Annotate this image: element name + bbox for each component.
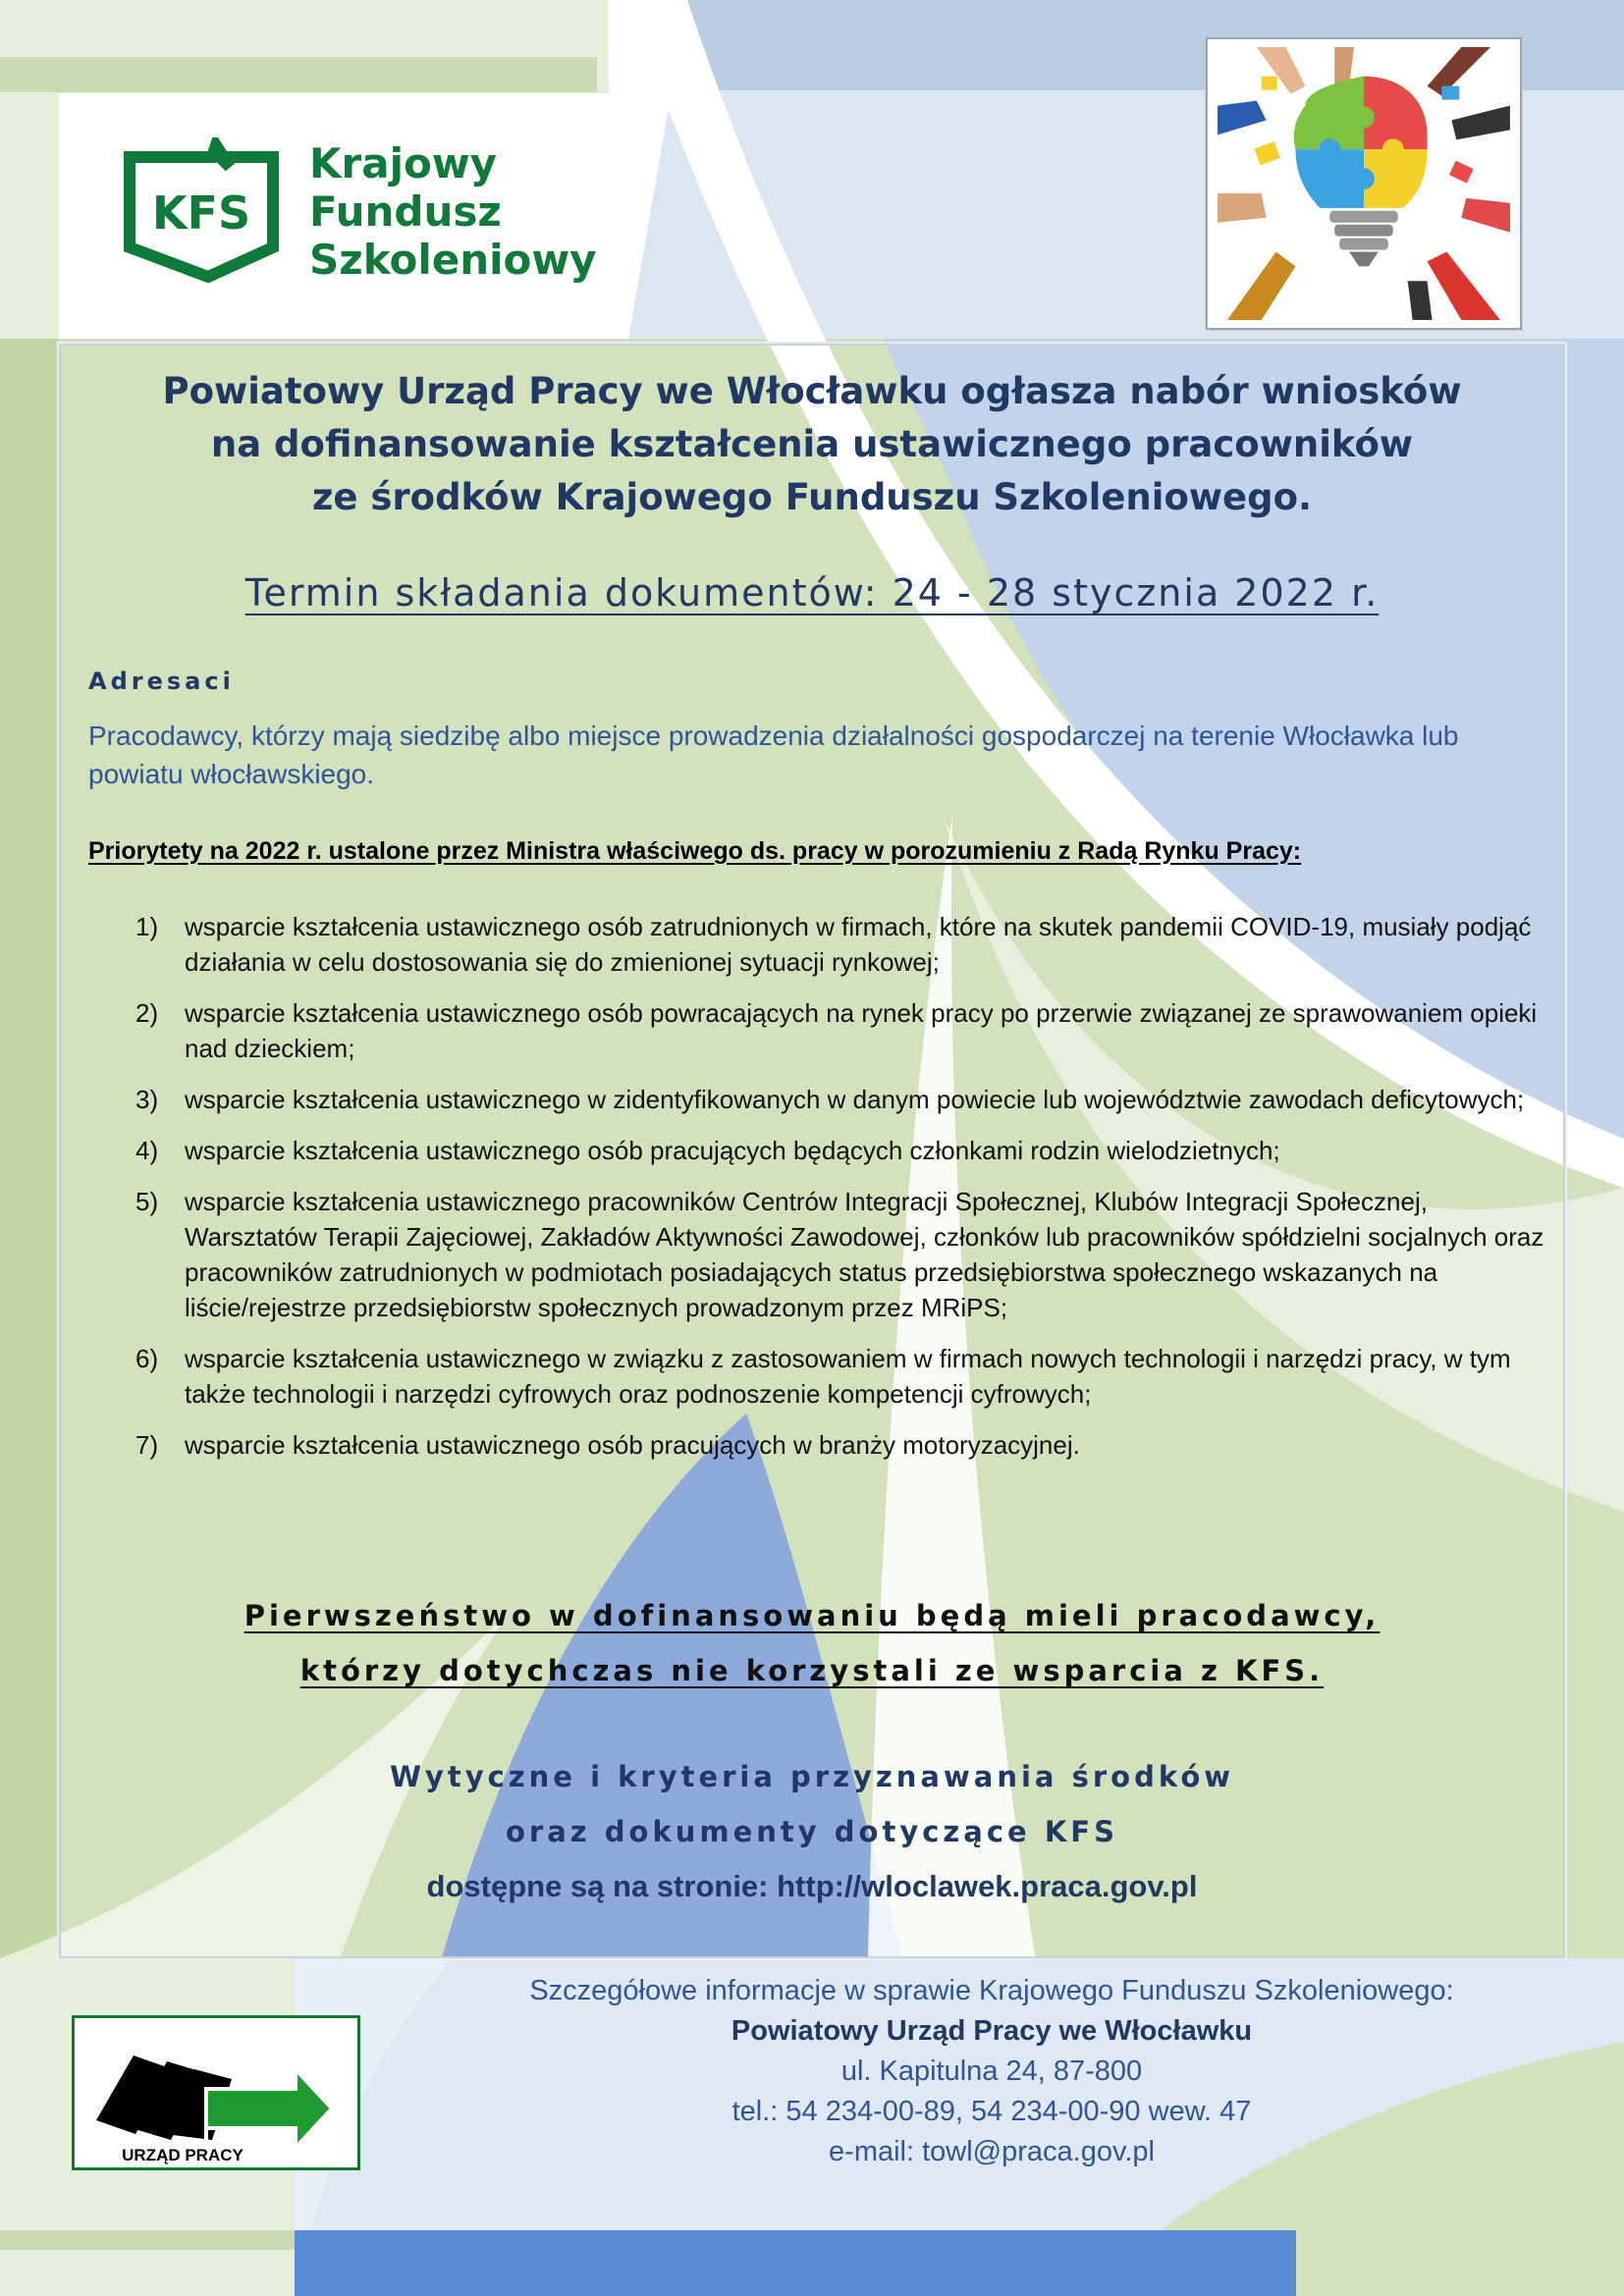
office-name: Powiatowy Urząd Pracy we Włocławku [731,2015,1253,2047]
submission-deadline: Termin składania dokumentów: 24 - 28 stycznia 2022 r. [244,571,1380,614]
list-item-text: wsparcie kształcenia ustawicznego osób pracujących będących członkami rodzin wielodzietnych; [185,1136,1280,1165]
contact-intro: Szczegółowe informacje w sprawie Krajowego Funduszu Szkoleniowego: [529,1975,1454,2006]
kfs-badge-icon [118,137,285,285]
list-item-number: 4) [135,1136,159,1165]
contact-info [432,1971,1551,2172]
list-item-text: wsparcie kształcenia ustawicznego pracowników Centrów Integracji Społecznej, Klubów Integracji Społecznej, Warsztatów Terapii Zajęciowej, Zakładów Aktywności Zawodowej, członków lub pracowników spółdzielni socjalnych oraz pracowników zatrudnionych w podmiotach posiadających status przedsiębiorstwa społecznego wskazanych na liście/rejestrze przedsiębiorstw społecznych prowadzonym przez MRiPS; [185,1187,1544,1322]
list-item [135,909,1549,980]
list-item-number: 1) [135,912,159,941]
list-item [135,1133,1549,1168]
recipients-label: Adresaci [88,667,235,695]
urzad-pracy-logo-text: URZĄD PRACY [122,2146,244,2164]
puzzle-lightbulb-image [1206,37,1522,330]
headline-line-3: ze środków Krajowego Funduszu Szkoleniowego. [311,476,1313,518]
kfs-logo [118,137,628,294]
priority-note-line-2: którzy dotychczas nie korzystali ze wsparcia z KFS. [299,1654,1325,1687]
list-item-text: wsparcie kształcenia ustawicznego osób zatrudnionych w firmach, które na skutek pandemii COVID-19, musiały podjąć działania w celu dostosowania się do zmienionej sytuacji rynkowej; [185,912,1532,977]
guidelines-line-1: Wytyczne i kryteria przyznawania środków [389,1760,1235,1793]
list-item-text: wsparcie kształcenia ustawicznego w zidentyfikowanych w danym powiecie lub województwie zawodach deficytowych; [185,1085,1525,1114]
priority-note-line-1: Pierwszeństwo w dofinansowaniu będą mieli pracodawcy, [244,1599,1380,1632]
list-item-text: wsparcie kształcenia ustawicznego osób powracających na rynek pracy po przerwie związanej ze sprawowaniem opieki nad dzieckiem; [185,998,1538,1063]
puzzle-lightbulb-icon [1216,47,1512,320]
list-item-number: 3) [135,1085,159,1114]
list-item [135,995,1549,1066]
priorities-title: Priorytety na 2022 r. ustalone przez Ministra właściwego ds. pracy w porozumieniu z Radą Rynku Pracy: [88,837,1302,865]
priorities-list [135,909,1549,1478]
priority-note [98,1588,1526,1698]
list-item [135,1184,1549,1325]
guidelines-info [98,1749,1526,1914]
list-item-text: wsparcie kształcenia ustawicznego w związku z zastosowaniem w firmach nowych technologii i narzędzi pracy, w tym także technologii i narzędzi cyfrowych oraz podnoszenie kompetencji cyfrowych; [185,1344,1511,1409]
list-item-number: 7) [135,1430,159,1460]
guidelines-line-2: oraz dokumenty dotyczące KFS [506,1815,1118,1848]
headline-line-2: na dofinansowanie kształcenia ustawicznego pracowników [210,423,1414,465]
headline-line-1: Powiatowy Urząd Pracy we Włocławku ogłasza nabór wniosków [162,370,1462,412]
guidelines-url-line: dostępne są na stronie: http://wloclawek.praca.gov.pl [426,1869,1198,1903]
logo-word-2: Fundusz [309,187,502,236]
logo-word-1: Krajowy [309,139,498,187]
list-item [135,1341,1549,1412]
list-item [135,1082,1549,1117]
list-item-number: 5) [135,1187,159,1216]
list-item [135,1427,1549,1463]
headline [98,365,1526,524]
recipients-text: Pracodawcy, którzy mają siedzibę albo miejsce prowadzenia działalności gospodarczej na terenie Włocławka lub powiatu włocławskiego. [88,721,1459,789]
list-item-number: 2) [135,998,159,1028]
kfs-name [309,139,597,284]
office-address: ul. Kapitulna 24, 87-800 [840,2056,1143,2087]
list-item-number: 6) [135,1344,159,1373]
list-item-text: wsparcie kształcenia ustawicznego osób pracujących w branży motoryzacyjnej. [185,1430,1080,1460]
logo-word-3: Szkoleniowy [309,236,597,284]
office-email: e-mail: towl@praca.gov.pl [829,2136,1155,2167]
urzad-pracy-arrow-icon [75,2018,357,2167]
office-phone: tel.: 54 234-00-89, 54 234-00-90 wew. 47 [731,2096,1252,2127]
kfs-acronym: KFS [151,187,251,240]
urzad-pracy-logo [72,2015,360,2170]
